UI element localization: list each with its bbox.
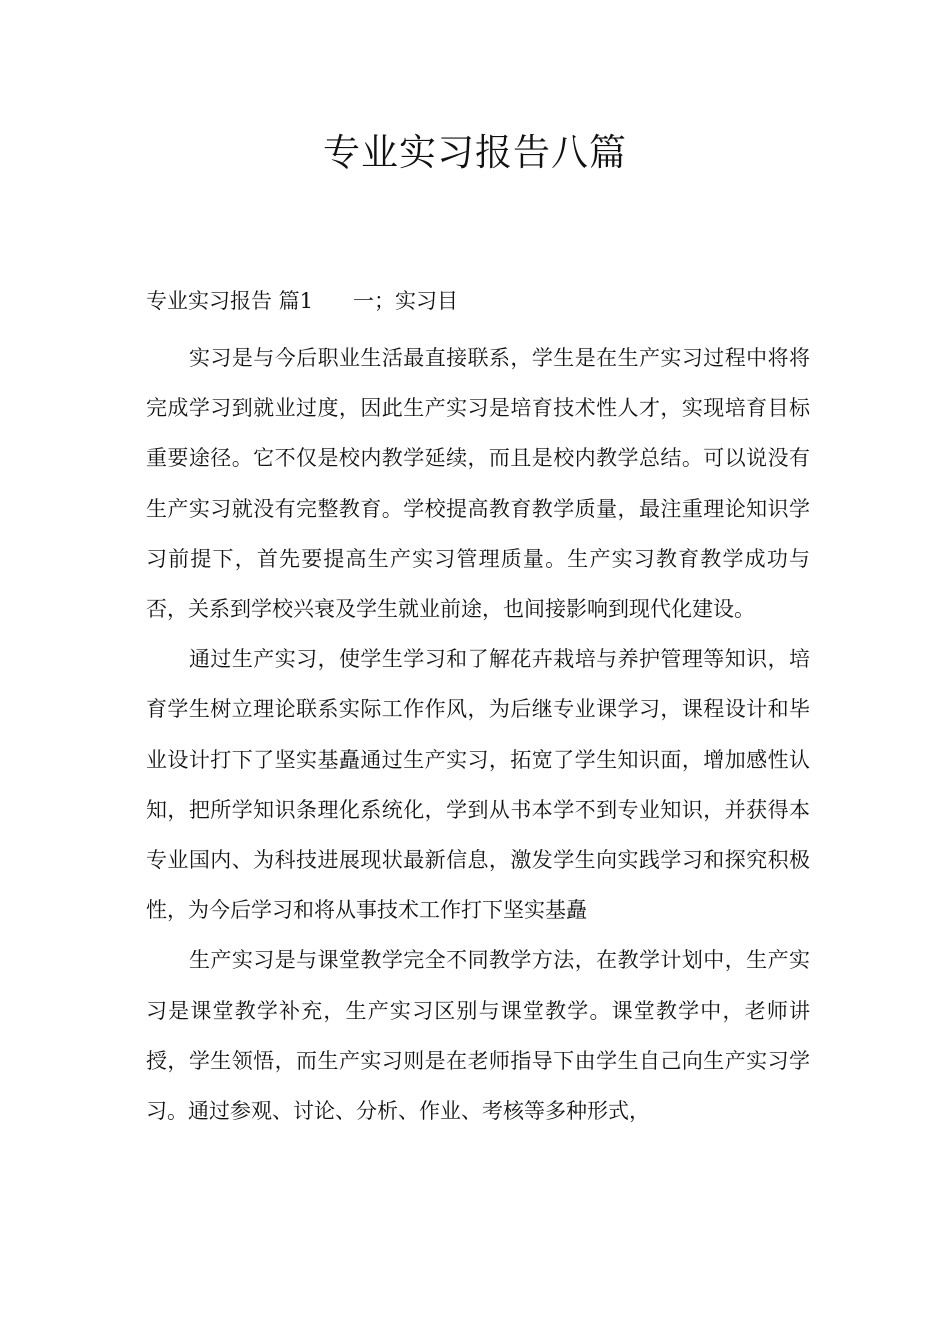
- paragraph-1: 实习是与今后职业生活最直接联系，学生是在生产实习过程中将将完成学习到就业过度，因此生产实习是培育技术性人才，实现培育目标重要途径。它不仅是校内教学延续，而且是校内教学总结。可以说没有生产实习就没有完整教育。学校提高教育教学质量，最注重理论知识学习前提下，首先要提高生产实习管理质量。生产实习教育教学成功与否，关系到学校兴衰及学生就业前途，也间接影响到现代化建设。: [146, 346, 810, 622]
- paragraph-3: 生产实习是与课堂教学完全不同教学方法，在教学计划中，生产实习是课堂教学补充，生产实习区别与课堂教学。课堂教学中，老师讲授，学生领悟，而生产实习则是在老师指导下由学生自己向生产实习学习。通过参观、讨论、分析、作业、考核等多种形式，: [146, 948, 810, 1124]
- section-heading-right: 一；实习目: [353, 289, 459, 313]
- document-title: 专业实习报告八篇: [323, 131, 627, 174]
- paragraph-2: 通过生产实习，使学生学习和了解花卉栽培与养护管理等知识，培育学生树立理论联系实际工作作风，为后继专业课学习，课程设计和毕业设计打下了坚实基矗通过生产实习，拓宽了学生知识面，增加感性认知，把所学知识条理化系统化，学到从书本学不到专业知识，并获得本专业国内、为科技进展现状最新信息，激发学生向实践学习和探究积极性，为今后学习和将从事技术工作打下坚实基矗: [146, 647, 810, 923]
- document-body: [146, 333, 810, 1136]
- section-heading: [146, 287, 458, 315]
- section-heading-left: 专业实习报告 篇1: [146, 289, 314, 313]
